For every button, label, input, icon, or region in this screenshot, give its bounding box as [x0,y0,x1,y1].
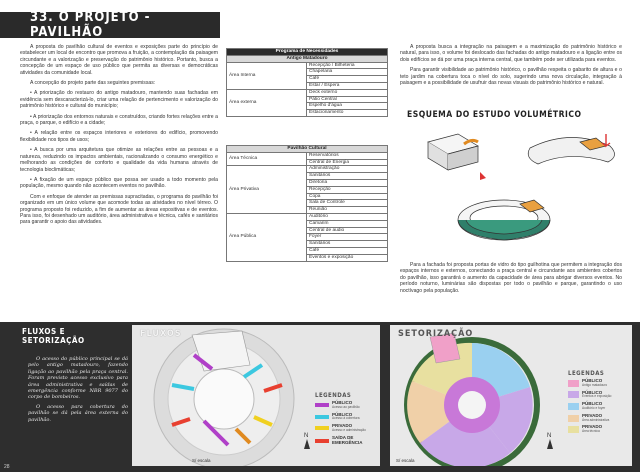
program-group: Área Privativa [227,166,307,214]
fluxos-description [28,356,128,426]
legend-item [315,401,377,410]
program-item: Reunião [307,207,388,214]
legend-desc: Eventos e exposição [582,394,612,399]
program-item: Recepção [307,186,388,193]
program-group: Área Pública [227,213,307,261]
arrow-icon [602,134,610,146]
volumetric-sketch [420,124,630,252]
concept-column [400,44,622,90]
legend-name: PRIVADO [582,412,603,418]
premise-item: • A priorização dos entornos naturais e construídos, criando fortes relações entre a praça, o parque, o edifício e a cidade; [20,113,218,127]
legend-swatch [568,426,579,433]
intro-paragraph: Com e enfoque de atender as premissas supracitadas, o programa do pavilhão foi organizado em um único volume que acomode todas as atividades no nível térreo. O programa proposto foi reduzido, a fim de aumentar as áreas expositivas e de eventos. Para isso, foi desenhado um auditório, área administrativa e técnica, cafés e sanitários para garantir o apoio das atividades. [20,193,218,226]
intro-paragraph: A concepção do projeto parte das seguintes premissas: [30,80,156,87]
legend-name: PÚBLICO [332,411,353,417]
arrow-icon [480,172,486,180]
legend-item [568,379,628,388]
legend-desc: Área técnica [582,429,600,434]
program-item: Recepção / Bilheteria [307,62,388,69]
legend-item [568,402,628,411]
program-item: Sanitários [307,241,388,248]
fluxos-heading: FLUXOS E SETORIZAÇÃO [22,327,85,345]
program-item: Estar / Espera [307,82,388,89]
setorizacao-map-label: SETORIZAÇÃO [398,329,474,339]
legend-swatch [315,415,329,419]
legend-swatch [315,403,329,407]
legend-name: PÚBLICO [582,389,603,395]
legend-name: PRIVADO [332,423,353,429]
program-item: Reservatórios [307,152,388,159]
north-label: N [304,433,309,439]
fluxos-scale: S/ escala [192,458,211,463]
program-section-title: Antigo Matadouro [227,55,388,62]
program-group: Área externa [227,89,307,116]
premise-item: • A fixação de um espaço público que possa ser usado a todo momento pela população, mesmo quando não acontecem eventos no pavilhão. [20,176,218,190]
sketch-step-3 [458,200,550,240]
program-item: Central de audio [307,227,388,234]
page-number: 28 [4,464,10,470]
legend-name: PRIVADO [582,424,603,430]
legend-swatch [568,415,579,422]
legend-swatch [315,426,329,430]
program-item: Eventos e exposição [307,254,388,261]
fluxos-paragraph: O acesso do público principal se dá pelo antigo matadouro, fazendo ligação ao pavilhão pela praça central. Foram previsto acesso exclusivo para área administrativa e saídas de emergência conforme NBR 9077 do corpo de bombeiros. [28,356,128,401]
legend-desc: Acesso e administração [332,427,366,432]
concept-paragraph: Para garantir visibilidade ao patrimônio histórico, o pavilhão respeita o gabarito de altura e o teto jardim na cobertura toca o nível do solo, sugerindo uma nova circulação, integração à paisagem e a possibilidade de usufruir das novas visuais do patrimônio histórico e natural. [400,67,622,87]
premise-item: • A priorização do restauro do antigo matadouro, mantendo suas fachadas em evidência sem descaracterizá-lo, criar uma relação de pertencimento e valorização do patrimônio histórico e cultural do município; [20,90,218,110]
legend-item [315,413,377,422]
program-table-title: Programa de Necessidades [227,49,388,56]
legend-name: PÚBLICO [332,400,353,405]
program-item: Chapelaria [307,69,388,76]
program-item: Camarim [307,220,388,227]
premise-item: • A busca por uma arquitetura que otimize as relações entre as pessoas e a natureza, reduzindo os impactos ambientais, racionalizando o consumo energético e melhorando as condições de conforto e qualidade da vida humana através de tecnologia bioclimáticas; [20,147,218,173]
legend-title: LEGENDAS [315,392,352,399]
intro-column [20,44,218,230]
legend-desc: Acesso à cobertura [332,416,360,421]
fluxos-heading-bar [0,328,110,344]
program-section-title: Pavilhão Cultural [227,146,388,153]
fluxos-legend [315,393,377,448]
program-table-pavilhao [226,145,388,262]
legend-desc: Antigo matadouro [582,382,608,387]
setorizacao-legend [568,371,628,437]
program-item: Sala de Controle [307,200,388,207]
program-item: Café [307,76,388,83]
facade-paragraph: Para a fachada foi proposta portas de vidro do tipo guilhotina que permitem a integração dos espaços internos e externos, conectando a praça central e circundante aos ambientes cobertos do pavilhão, isso garantirá o aumento da capacidade de área para abrigar diversos eventos. No período noturno, luminárias são dispostas por todo o pavilhão e parque, garantindo o uso noctívago pela população. [400,262,622,294]
concept-paragraph: A proposta busca a integração na paisagem e a maximização do patrimônio histórico e natural, para isso, o volume foi deslocado das fachadas do antigo matadouro e a ligação entre os dois edifícios se dá por uma praça interna central, que também pode ser utilizada para eventos. [400,44,622,63]
legend-swatch [568,391,579,398]
program-item: Estacionamento [307,110,388,117]
program-item: Pátio Central [307,96,388,103]
legend-item [315,436,377,446]
program-item: Auditório [307,213,388,220]
north-label: N [547,433,552,439]
legend-item [568,425,628,434]
legend-desc: Auditório e foyer [582,405,606,410]
program-item: Central de Energia [307,159,388,166]
program-item: Administração [307,166,388,173]
page-title-bar [0,12,220,38]
legend-name: PÚBLICO [582,378,603,383]
program-item: Deck externo [307,89,388,96]
intro-paragraph: A proposta do pavilhão cultural de eventos e exposições parte do princípio de estabelecer um local de encontro que promova a fruição, a contemplação da paisagem circundante e a valorização e preservação do patrimônio histórico. Portanto, busca a concepção de um espaço de uso público que permita as diversas e democráticas atividades da comunidade local. [20,44,218,76]
legend-swatch [568,380,579,387]
fluxos-map-label: FLUXOS [140,329,182,339]
legend-name: PÚBLICO [582,401,603,407]
program-item: Diretoria [307,179,388,186]
legend-item [568,391,628,400]
legend-desc: Área administrativa [582,417,610,422]
legend-desc: Acesso ao pavilhão [332,404,360,409]
legend-item [568,414,628,423]
program-item: Sanitários [307,173,388,180]
legend-title: LEGENDAS [568,370,605,377]
legend-item [315,424,377,433]
program-item: Copa [307,193,388,200]
program-table-matadouro [226,48,388,117]
sketch-title: ESQUEMA DO ESTUDO VOLUMÉTRICO [407,110,582,120]
program-item: Foyer [307,234,388,241]
legend-name: SAÍDA DE EMERGÊNCIA [332,434,363,445]
program-item: Café [307,247,388,254]
legend-swatch [568,403,579,410]
page-title: 33. O PROJETO - PAVILHÃO [30,10,151,40]
program-item: Espelho d'água [307,103,388,110]
program-group: Área Interna [227,62,307,89]
sketch-step-2 [528,137,614,164]
facade-text [400,262,622,298]
setorizacao-scale: S/ escala [396,458,415,463]
program-group: Área Técnica [227,152,307,166]
fluxos-paragraph: O acesso para cobertura do pavilhão se dá pela área externa do pavilhão. [28,403,128,423]
legend-swatch [315,439,329,443]
premise-item: • A relação entre os espaços interiores e exteriores do edifício, promovendo flexibilidade nos tipos de usos; [20,130,218,143]
